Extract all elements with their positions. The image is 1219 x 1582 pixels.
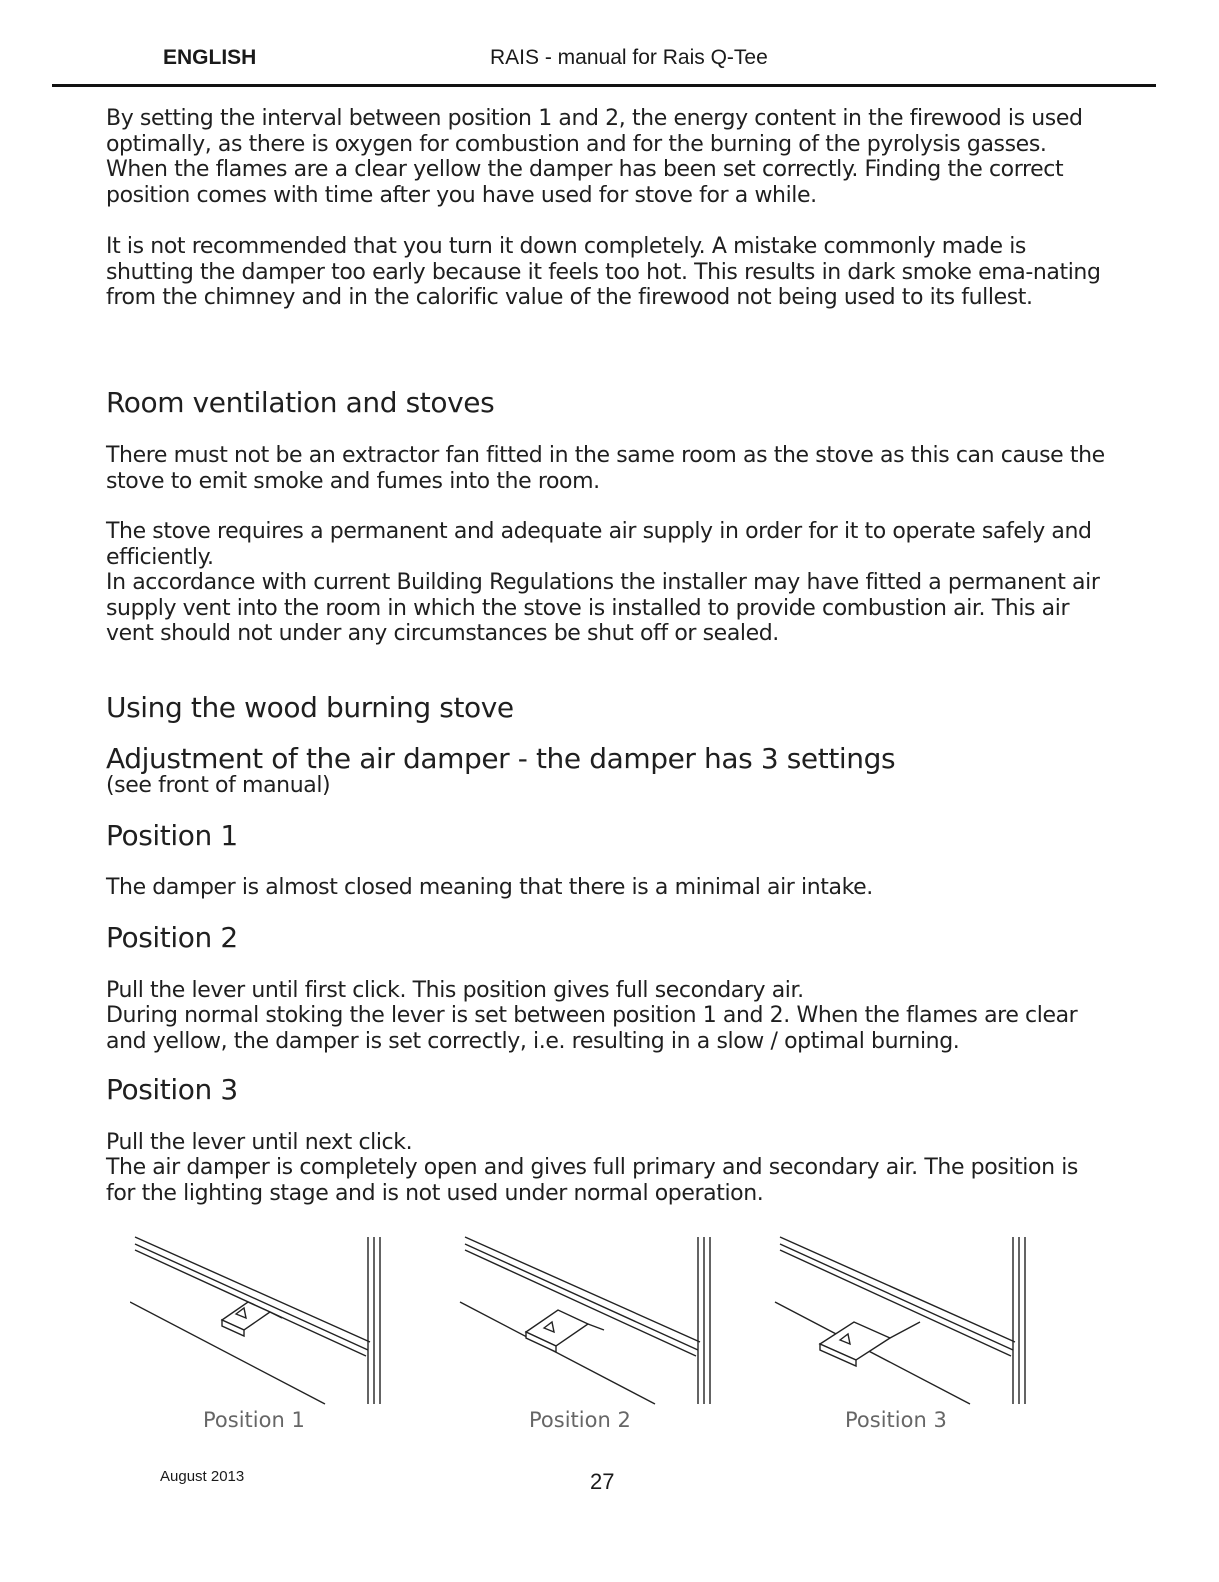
room-ventilation-paragraph-3: In accordance with current Building Regulations the installer may have fitted a permanent air supply vent into the room in which the stove is installed to provide combustion air. This air vent should not under any circumstances be shut off or sealed. xyxy=(106,570,1100,646)
header-title: RAIS - manual for Rais Q-Tee xyxy=(490,46,768,69)
intro-paragraph-2: It is not recommended that you turn it down completely. A mistake commonly made is shutting the damper too early because it feels too hot. This results in dark smoke ema-nating from the chimney and in the calorific value of the firewood not being used to its fullest. xyxy=(106,234,1101,310)
using-stove-heading: Using the wood burning stove xyxy=(106,691,514,724)
damper-illustration-1 xyxy=(130,1237,380,1404)
damper-note: (see front of manual) xyxy=(106,773,331,798)
footer-date: August 2013 xyxy=(160,1468,245,1485)
position-2-text-1: Pull the lever until first click. This position gives full secondary air. xyxy=(106,978,804,1003)
figure-caption-position-2: Position 2 xyxy=(529,1408,631,1432)
page-number: 27 xyxy=(590,1469,615,1494)
position-1-text: The damper is almost closed meaning that there is a minimal air intake. xyxy=(106,875,873,900)
room-ventilation-paragraph-1: There must not be an extractor fan fitted in the same room as the stove as this can cause the stove to emit smoke and fumes into the room. xyxy=(106,443,1105,494)
damper-positions-figure xyxy=(130,1232,1050,1412)
position-1-heading: Position 1 xyxy=(106,819,238,852)
position-3-heading: Position 3 xyxy=(106,1073,238,1106)
position-3-text-2: The air damper is completely open and gives full primary and secondary air. The position is for the lighting stage and is not used under normal operation. xyxy=(106,1155,1078,1206)
room-ventilation-paragraph-2: The stove requires a permanent and adequate air supply in order for it to operate safely and efficiently. xyxy=(106,519,1092,570)
figure-caption-position-1: Position 1 xyxy=(203,1408,305,1432)
intro-paragraph-1: By setting the interval between position 1 and 2, the energy content in the firewood is used optimally, as there is oxygen for combustion and for the burning of the pyrolysis gasses. When the flames are a clear yellow the damper has been set correctly. Finding the correct position comes with time after you have used for stove for a while. xyxy=(106,106,1083,208)
room-ventilation-heading: Room ventilation and stoves xyxy=(106,386,495,419)
position-2-text-2: During normal stoking the lever is set between position 1 and 2. When the flames are clear and yellow, the damper is set correctly, i.e. resulting in a slow / optimal burning. xyxy=(106,1003,1078,1054)
position-3-text-1: Pull the lever until next click. xyxy=(106,1130,413,1155)
damper-illustration-3 xyxy=(775,1237,1025,1404)
damper-subheading: Adjustment of the air damper - the damper has 3 settings xyxy=(106,742,896,775)
damper-illustration-2 xyxy=(460,1237,710,1404)
figure-caption-position-3: Position 3 xyxy=(845,1408,947,1432)
position-2-heading: Position 2 xyxy=(106,921,238,954)
header-divider xyxy=(52,84,1156,87)
header-language: ENGLISH xyxy=(163,46,257,69)
